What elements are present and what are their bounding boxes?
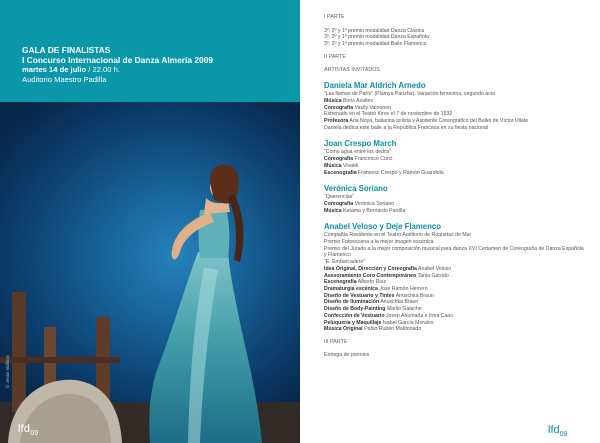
credit-label: Idea Original, Dirección y Coreografía xyxy=(324,265,417,272)
credit-text: Francesc Crespo y Ramón Guardiola xyxy=(358,169,444,176)
credit-line xyxy=(324,232,592,239)
credit-text: Pablo Rubén Maldonado xyxy=(364,326,422,333)
prize-line: 3º, 2º y 1º premio modalidad Danza Clásica xyxy=(324,27,425,34)
program-content xyxy=(324,14,592,358)
credit-line xyxy=(324,326,592,333)
credit-text: “Las llamas de París” (Plamya Parizha), Variación femenina, segundo acto xyxy=(324,91,496,98)
artist-name: Daniela Mar Aldrich Arnedo xyxy=(324,81,426,91)
event-datetime xyxy=(22,65,213,75)
artist-block xyxy=(324,139,592,176)
credit-line xyxy=(324,239,592,246)
credit-text: Premio Fotoescena a la mejor imagen escénica xyxy=(324,239,434,246)
credit-text: Francesco Curci xyxy=(354,156,393,163)
credit-line xyxy=(324,252,592,259)
invited-artists-heading: ARTISTAS INVITADOS xyxy=(324,66,381,73)
right-page xyxy=(300,0,600,443)
credit-line xyxy=(324,208,592,215)
credit-line xyxy=(324,259,592,266)
prize-line: 3º, 2º y 1º premio modalidad Danza Española xyxy=(324,34,429,41)
credit-line xyxy=(324,286,592,293)
credit-text: Compañía Residente en el Teatro Auditorio de Roquetas de Mar xyxy=(324,232,472,239)
artist-block xyxy=(324,222,592,333)
contest-title: I Concurso Internacional de Danza Almería 2009 xyxy=(22,55,213,65)
credit-label: Escenografía xyxy=(324,279,357,286)
credit-text: Anuschka Braun xyxy=(395,292,434,299)
credit-label: Música xyxy=(324,207,342,214)
photo-credit: © Jesús Vallinas xyxy=(5,355,10,388)
credit-text: Boris Asafiev xyxy=(343,97,374,104)
credit-line xyxy=(324,273,592,280)
credit-text: Vasily Vainonen xyxy=(354,104,392,111)
logo-year: 09 xyxy=(559,431,568,439)
part-two-heading: II PARTE xyxy=(324,53,346,60)
credit-text: Ana Noya, bailarina solista y Asistente Coreográfico del Ballet de Víctor Ullate xyxy=(349,118,529,125)
logo-text: lfd xyxy=(18,423,31,435)
credit-label: Coreografía xyxy=(324,104,354,111)
credit-line xyxy=(324,111,592,118)
credit-text: Daniela dedica este baile a la República Francesa en su fiesta nacional xyxy=(324,124,489,131)
festival-logo xyxy=(548,424,567,438)
credit-label: Diseño de Body-Painting xyxy=(324,306,386,313)
event-date: martes 14 de julio xyxy=(22,65,87,74)
credit-label: Asesoramiento Coro Contemporáneo xyxy=(324,272,417,279)
dancer-illustration xyxy=(0,102,300,443)
credit-line xyxy=(324,156,592,163)
part-one-heading: I PARTE xyxy=(324,14,345,20)
credit-line xyxy=(324,125,592,132)
credit-label: Música Original xyxy=(324,326,363,333)
credit-text: Anuschka Braun xyxy=(380,299,419,306)
credit-line xyxy=(324,306,592,313)
credit-text: “Como agua entre los dedos” xyxy=(324,149,392,156)
credit-text: José Ramón Herrero xyxy=(379,285,428,292)
credit-text: Ketama y Bernardo Parrilla xyxy=(343,207,406,214)
credit-text: Tania Garrido xyxy=(417,272,449,279)
dancer-photo xyxy=(0,102,300,443)
credit-text: “E. Embarcadero” xyxy=(324,259,365,266)
artist-block xyxy=(324,184,592,214)
credit-line xyxy=(324,201,592,208)
credit-line xyxy=(324,313,592,320)
credit-label: Escenografía xyxy=(324,169,357,176)
credit-line xyxy=(324,149,592,156)
credit-line xyxy=(324,246,592,253)
credit-label: Confección de Vestuario xyxy=(324,312,385,319)
part-three-heading: III PARTE xyxy=(324,338,348,345)
credit-label: Peluquería y Maquillaje xyxy=(324,319,382,326)
credit-text: Verónica Soriano xyxy=(354,200,395,207)
festival-logo xyxy=(18,423,38,437)
credit-label: Diseño de Iluminación xyxy=(324,299,380,306)
credit-line xyxy=(324,98,592,105)
credit-line xyxy=(324,194,592,201)
artist-name: Anabel Veloso y Deje Flamenco xyxy=(324,222,441,232)
closing-line: Entrega de premios xyxy=(324,351,370,358)
credit-line xyxy=(324,299,592,306)
artists-list xyxy=(324,81,592,333)
credit-text: Isabel García Morales xyxy=(382,319,434,326)
logo-text: lfd xyxy=(548,424,560,436)
credit-text: Estrenado en el Teatro Kirov el 7 de noviembre de 1932 xyxy=(324,111,453,118)
credit-line xyxy=(324,266,592,273)
credit-text: Anabel Veloso xyxy=(417,265,452,272)
artist-block xyxy=(324,81,592,131)
credit-text: Josep Ahumada e Irma Cano xyxy=(386,312,454,319)
credit-text: y Flamenco xyxy=(324,252,351,259)
credit-text: Premio del Jurado a la mejor composición musical para danza XVI Certamen de Coreografía de Danza Española xyxy=(324,245,584,252)
event-info xyxy=(22,45,213,84)
credit-line xyxy=(324,279,592,286)
credit-label: Coreografía xyxy=(324,156,354,163)
credit-label: Dramaturgia escénica xyxy=(324,285,378,292)
credit-line xyxy=(324,105,592,112)
gala-title: GALA DE FINALISTAS xyxy=(22,45,111,55)
credit-line xyxy=(324,91,592,98)
credit-text: Vivaldi xyxy=(343,162,359,169)
credit-text: Mariló Galache xyxy=(386,306,422,313)
credit-label: Música xyxy=(324,97,342,104)
credit-label: Música xyxy=(324,162,342,169)
credit-line xyxy=(324,293,592,300)
event-venue: Auditorio Maestro Padilla xyxy=(22,74,107,84)
event-time: / 22.00 h. xyxy=(86,65,120,74)
cover-header xyxy=(0,0,300,102)
credit-line xyxy=(324,163,592,170)
credit-text: “Querencias” xyxy=(324,194,354,201)
credit-line xyxy=(324,170,592,177)
credit-line xyxy=(324,118,592,125)
credit-label: Profesora xyxy=(324,118,349,125)
logo-year: 09 xyxy=(30,430,39,438)
artist-name: Verónica Soriano xyxy=(324,184,388,194)
credit-text: Alberto Ruiz xyxy=(357,279,387,286)
credit-label: Diseño de Vestuario y Tintes xyxy=(324,292,395,299)
credit-label: Coreografía xyxy=(324,200,354,207)
prize-line: 3º, 2º y 1º premio modalidad Baile Flamenco xyxy=(324,41,427,48)
artist-name: Joan Crespo March xyxy=(324,139,397,149)
credit-line xyxy=(324,320,592,327)
